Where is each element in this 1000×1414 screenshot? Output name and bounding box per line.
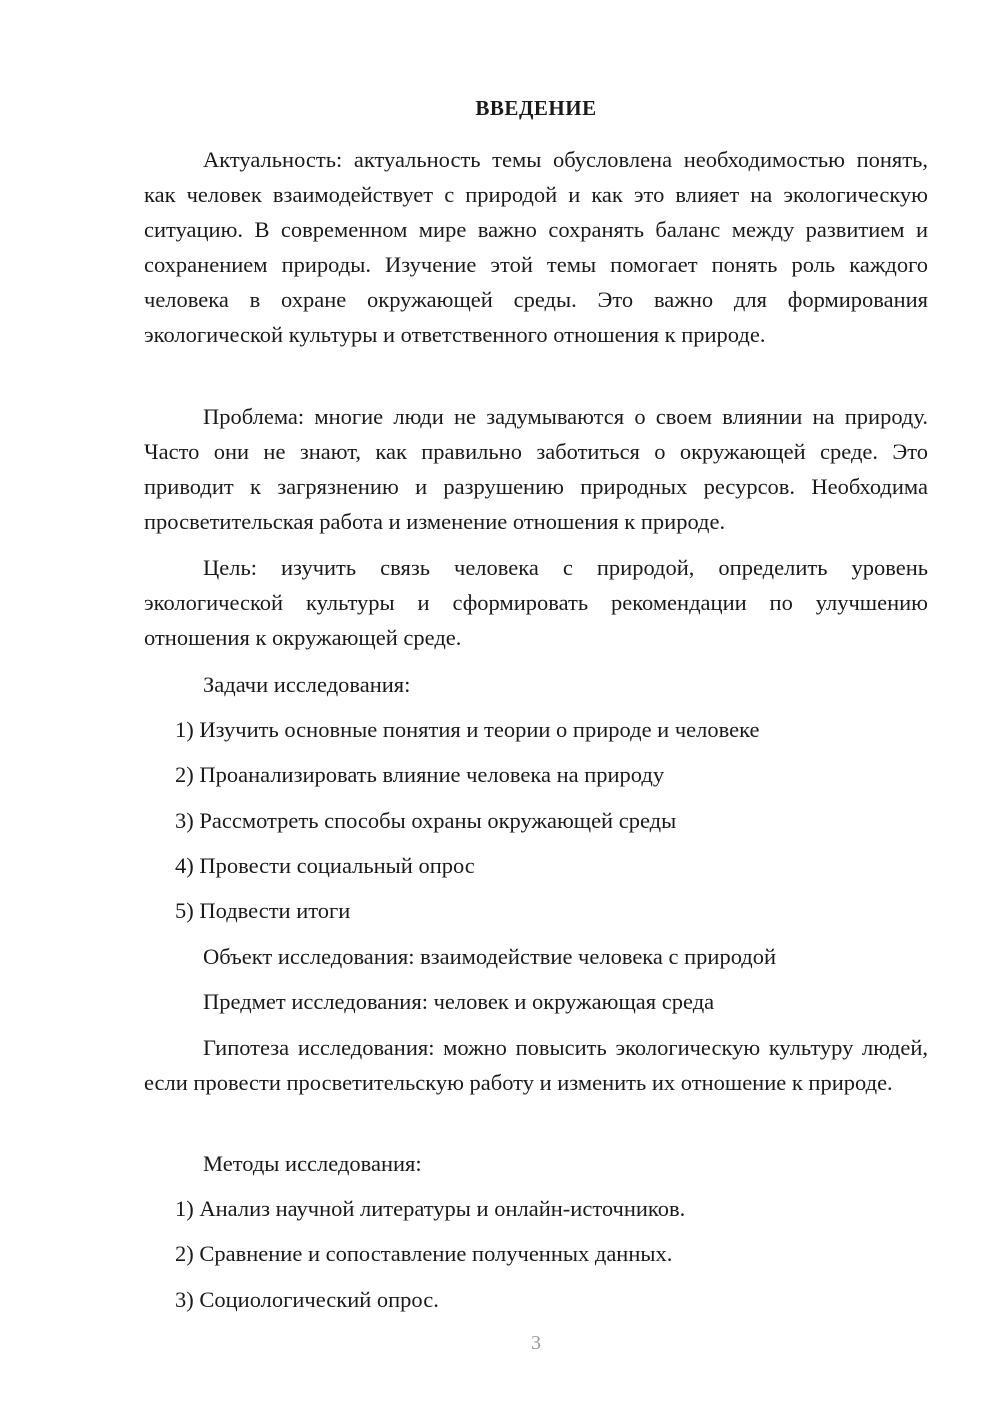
page-number: 3 [531,1332,541,1354]
tasks-label: Задачи исследования: [203,672,411,697]
method-item: 2) Сравнение и сопоставление полученных данных. [175,1241,673,1266]
page-heading: ВВЕДЕНИЕ [475,96,597,120]
task-item: 1) Изучить основные понятия и теории о природе и человеке [175,717,760,742]
research-object: Объект исследования: взаимодействие человека с природой [203,944,777,969]
task-item: 4) Провести социальный опрос [175,853,475,878]
task-item: 5) Подвести итоги [175,898,351,923]
method-item: 3) Социологический опрос. [175,1287,439,1312]
goal-paragraph: Цель: изучить связь человека с природой, определить уровень экологической культуры и сформировать рекомендации по улучшению отношения к окружающей среде. [144,555,928,650]
research-subject: Предмет исследования: человек и окружающая среда [203,989,715,1014]
task-item: 2) Проанализировать влияние человека на природу [175,762,665,787]
hypothesis-paragraph: Гипотеза исследования: можно повысить экологическую культуру людей, если провести просветительскую работу и изменить их отношение к природе. [144,1035,928,1095]
task-item: 3) Рассмотреть способы охраны окружающей среды [175,808,677,833]
method-item: 1) Анализ научной литературы и онлайн-источников. [175,1196,686,1221]
methods-label: Методы исследования: [203,1151,422,1176]
problem-paragraph: Проблема: многие люди не задумываются о своем влиянии на природу. Часто они не знают, как правильно заботиться о окружающей среде. Это приводит к загрязнению и разрушению природных ресурсов. Необходима просветительская работа и изменение отношения к природе. [144,404,928,534]
relevance-paragraph: Актуальность: актуальность темы обусловлена необходимостью понять, как человек взаимодействует с природой и как это влияет на экологическую ситуацию. В современном мире важно сохранять баланс между развитием и сохранением природы. Изучение этой темы помогает понять роль каждого человека в охране окружающей среды. Это важно для формирования экологической культуры и ответственного отношения к природе. [144,147,928,347]
